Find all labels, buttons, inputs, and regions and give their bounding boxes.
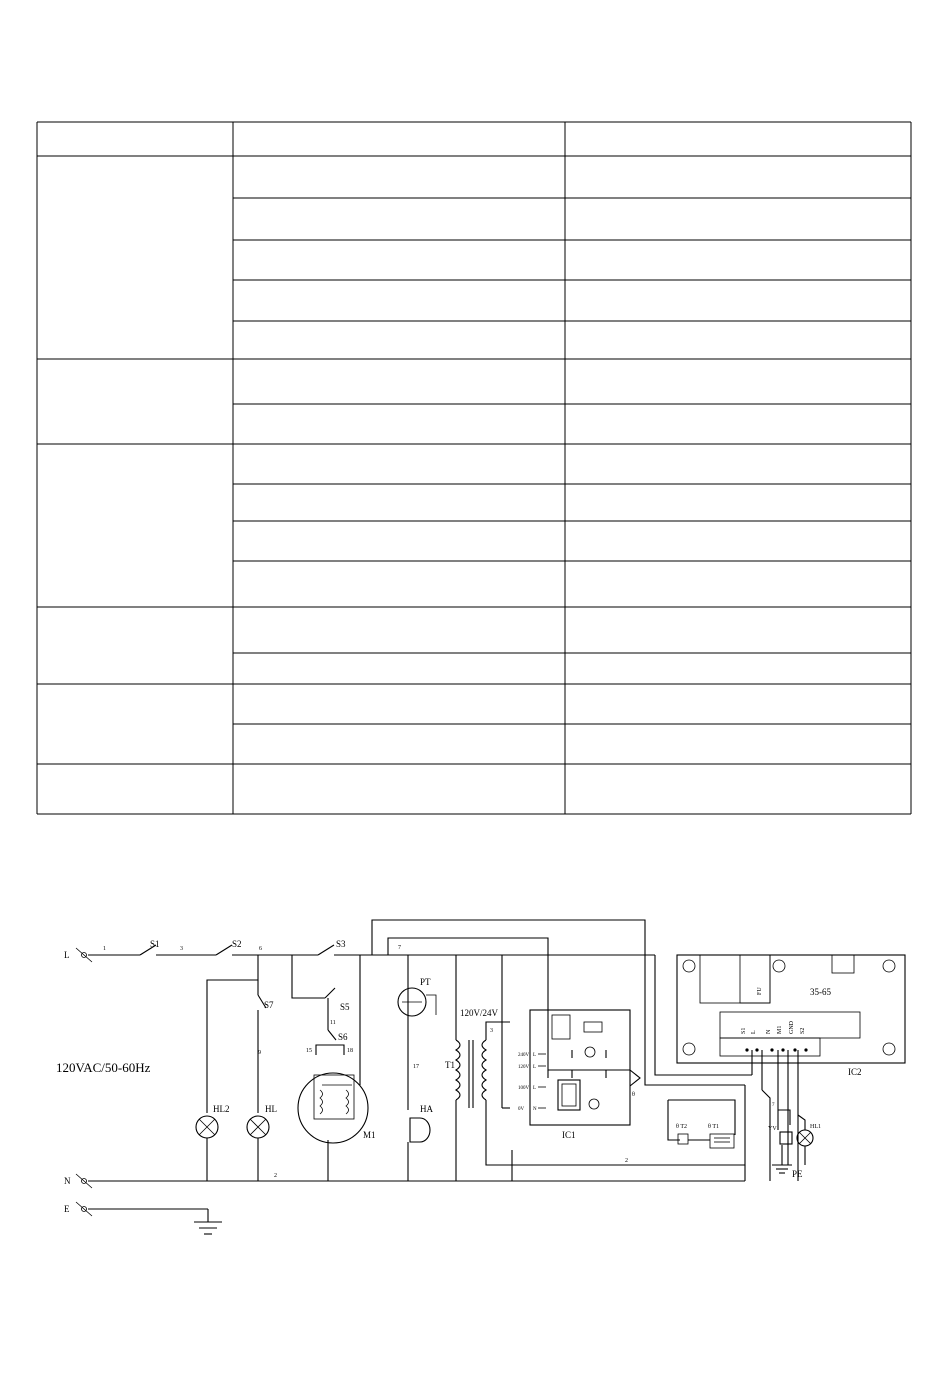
probe-label: θ bbox=[632, 1092, 635, 1098]
switch-s3-label: S3 bbox=[336, 939, 346, 949]
sensor-t2 bbox=[676, 1124, 688, 1144]
board-ic2-pin bbox=[804, 1048, 807, 1051]
wire-15-label: 15 bbox=[306, 1048, 312, 1054]
switch-s6-label: S6 bbox=[338, 1032, 348, 1042]
board-ic2-pin bbox=[755, 1048, 758, 1051]
switch-s6 bbox=[328, 1030, 336, 1040]
terminal-e-label: E bbox=[64, 1204, 70, 1214]
lamp-hl1 bbox=[797, 1124, 821, 1146]
terminal-n-label: N bbox=[64, 1176, 71, 1186]
board-ic1-pin-letter: L bbox=[533, 1053, 537, 1058]
board-ic2-pins bbox=[741, 1020, 808, 1051]
wire-9-label: 9 bbox=[258, 1050, 261, 1056]
board-ic2-label: IC2 bbox=[848, 1067, 862, 1077]
switch-s7-label: S7 bbox=[264, 1000, 274, 1010]
wire-17-label: 17 bbox=[413, 1064, 419, 1070]
valve-yv-label: YV bbox=[768, 1126, 777, 1132]
board-ic1-label: IC1 bbox=[562, 1130, 576, 1140]
board-ic2-pin bbox=[770, 1048, 773, 1051]
board-ic2-pin-label: L bbox=[751, 1030, 757, 1034]
wire-1-label: 1 bbox=[103, 946, 106, 952]
wire-11-label: 11 bbox=[330, 1020, 336, 1026]
transformer-t1 bbox=[445, 955, 499, 1181]
lamp-hl bbox=[247, 1104, 277, 1138]
board-ic2-pin bbox=[745, 1048, 748, 1051]
switch-s2-label: S2 bbox=[232, 939, 242, 949]
board-ic1-pin-letter: L bbox=[533, 1065, 537, 1070]
buzzer-ha-label: HA bbox=[420, 1104, 433, 1114]
lamp-hl1-label: HL1 bbox=[810, 1124, 821, 1130]
transformer-label: T1 bbox=[445, 1060, 455, 1070]
sensor-t1 bbox=[708, 1124, 734, 1148]
wire-3b-label: 3 bbox=[490, 1028, 493, 1034]
switch-s5 bbox=[325, 988, 335, 998]
motor-m1 bbox=[298, 1073, 376, 1143]
supply-label: 120VAC/50-60Hz bbox=[56, 1060, 151, 1075]
terminal-line bbox=[64, 948, 92, 962]
board-ic2-pin-label: GND bbox=[789, 1021, 795, 1034]
board-ic1 bbox=[518, 1010, 630, 1140]
wire-2-label: 2 bbox=[274, 1173, 277, 1179]
pump-pt bbox=[398, 977, 436, 1016]
board-ic2-pin-label: M1 bbox=[777, 1025, 783, 1034]
board-ic1-pins bbox=[518, 1053, 546, 1112]
sensor-t2-label: θ T2 bbox=[676, 1124, 688, 1130]
wire-18-label: 18 bbox=[347, 1048, 353, 1054]
wire-6-label: 6 bbox=[259, 946, 262, 952]
earth-symbol bbox=[194, 1209, 222, 1234]
board-ic1-pin-letter: L bbox=[533, 1086, 537, 1091]
board-ic1-pin-letter: N bbox=[533, 1107, 537, 1112]
board-ic1-pin-label: 240V bbox=[518, 1053, 530, 1058]
wire-3-label: 3 bbox=[180, 946, 183, 952]
switch-s2 bbox=[216, 945, 232, 955]
switch-s1-label: S1 bbox=[150, 939, 160, 949]
board-ic2-fuse: FU bbox=[757, 987, 763, 995]
lamp-hl-label: HL bbox=[265, 1104, 277, 1114]
board-ic2 bbox=[677, 955, 905, 1077]
terminal-l-label: L bbox=[64, 950, 70, 960]
ground-pe-label: PE bbox=[792, 1169, 803, 1179]
board-ic2-pin-label: S2 bbox=[800, 1027, 806, 1034]
board-ic2-pin-label: S1 bbox=[741, 1027, 747, 1034]
terminal-neutral bbox=[64, 1174, 92, 1188]
svg-text:7: 7 bbox=[772, 1103, 775, 1108]
board-ic1-pin-label: 120V bbox=[518, 1065, 530, 1070]
sensor-t1-label: θ T1 bbox=[708, 1124, 720, 1130]
buzzer-ha bbox=[410, 1104, 433, 1142]
lamp-hl2-label: HL2 bbox=[213, 1104, 230, 1114]
wire-2b-label: 2 bbox=[625, 1158, 628, 1164]
board-ic2-model: 35-65 bbox=[810, 987, 831, 997]
board-ic2-pin-label: N bbox=[766, 1029, 772, 1034]
board-ic1-pin-label: 100V bbox=[518, 1086, 530, 1091]
transformer-rating-label: 120V/24V bbox=[460, 1008, 498, 1018]
board-ic2-pin bbox=[781, 1048, 784, 1051]
switch-s5-label: S5 bbox=[340, 1002, 350, 1012]
lamp-hl2 bbox=[196, 1104, 230, 1138]
switch-s3 bbox=[318, 945, 334, 955]
wire-7-label: 7 bbox=[398, 945, 401, 951]
board-ic2-pin bbox=[793, 1048, 796, 1051]
board-ic1-pin-label: 0V bbox=[518, 1107, 525, 1112]
pump-pt-label: PT bbox=[420, 977, 431, 987]
motor-m1-label: M1 bbox=[363, 1130, 376, 1140]
terminal-earth bbox=[64, 1202, 92, 1216]
